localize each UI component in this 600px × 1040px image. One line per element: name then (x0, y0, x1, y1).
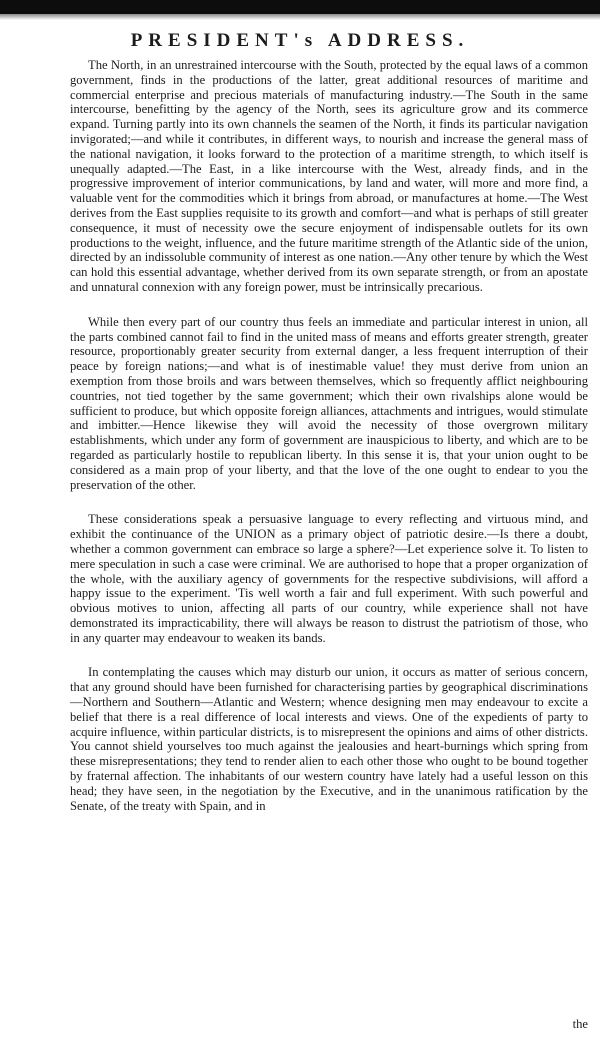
top-edge-shade (0, 14, 600, 20)
address-body (70, 58, 588, 833)
top-edge-rule (0, 0, 600, 14)
catchword: the (572, 1017, 588, 1031)
paragraph-union-interest: While then every part of our country thus feels an immediate and particular interest in union, all the parts combined cannot fail to find in the united mass of means and efforts greater strength, greater resource, proportionably greater security from external danger, a less frequent interruption of their peace by foreign nations;—and what is of inestimable value! they must derive from union an exemption from those broils and wars between themselves, which so frequently afflict neighbouring countries, not tied together by the same government; which their own rivalships alone would be sufficient to produce, but which opposite foreign alliances, attachments and intrigues, would stimulate and imbitter.—Hence likewise they will avoid the necessity of those overgrown military establishments, which under any form of government are inauspicious to liberty, and which are to be regarded as particularly hostile to republican liberty. In this sense it is, that your union ought to be considered as a main prop of your liberty, and that the love of the one ought to endear to you the preservation of the other. (70, 314, 588, 492)
paragraph-north-south: The North, in an unrestrained intercourse with the South, protected by the equal laws of a common government, finds in the productions of the latter, great additional resources of maritime and commercial enterprise and precious materials of manufacturing industry.—The South in the same intercourse, benefitting by the agency of the North, sees its agriculture grow and its commerce expand. Turning partly into its own channels the seamen of the North, it finds its particular navigation invigorated;—and while it contributes, in different ways, to nourish and increase the general mass of the national navigation, it looks forward to the protection of a maritime strength, to which itself is unequally adapted.—The East, in a like intercourse with the West, already finds, and in the progressive improvement of interior communications, by land and water, will more and more find, a valuable vent for the commodities which it brings from abroad, or manufactures at home.—The West derives from the East supplies requisite to its growth and comfort—and what is perhaps of still greater consequence, it must of necessity owe the secure enjoyment of indispensable outlets for its own productions to the weight, influence, and the future maritime strength of the Atlantic side of the union, directed by an indissoluble community of interest as one nation.—Any other tenure by which the West can hold this essential advantage, whether derived from its own separate strength, or from an apostate and unnatural connexion with any foreign power, must be intrinsically precarious. (70, 58, 588, 294)
paragraph-causes-disturb: In contemplating the causes which may disturb our union, it occurs as matter of serious concern, that any ground should have been furnished for characterising parties by geographical discriminations—Northern and Southern—Atlantic and Western; whence designing men may endeavour to excite a belief that there is a real difference of local interests and views. One of the expedients of party to acquire influence, within particular districts, is to misrepresent the opinions and aims of other districts. You cannot shield yourselves too much against the jealousies and heart-burnings which spring from these misrepresentations; they tend to render alien to each other those who ought to be bound together by fraternal affection. The inhabitants of our western country have lately had a useful lesson on this head; they have seen, in the negotiation by the Executive, and in the unanimous ratification by the Senate, of the treaty with Spain, and in (70, 665, 588, 813)
page-title: PRESIDENT's ADDRESS. (130, 30, 470, 51)
paragraph-considerations: These considerations speak a persuasive language to every reflecting and virtuous mind, and exhibit the continuance of the UNION as a primary object of patriotic desire.—Is there a doubt, whether a common government can embrace so large a sphere?—Let experience solve it. To listen to mere speculation in such a case were criminal. We are authorised to hope that a proper organization of the whole, with the auxiliary agency of governments for the respective subdivisions, will afford a happy issue to the experiment. 'Tis well worth a fair and full experiment. With such powerful and obvious motives to union, affecting all parts of our country, while experience shall not have demonstrated its impracticability, there will always be reason to distrust the patriotism of those, who in any quarter may endeavour to weaken its bands. (70, 512, 588, 645)
